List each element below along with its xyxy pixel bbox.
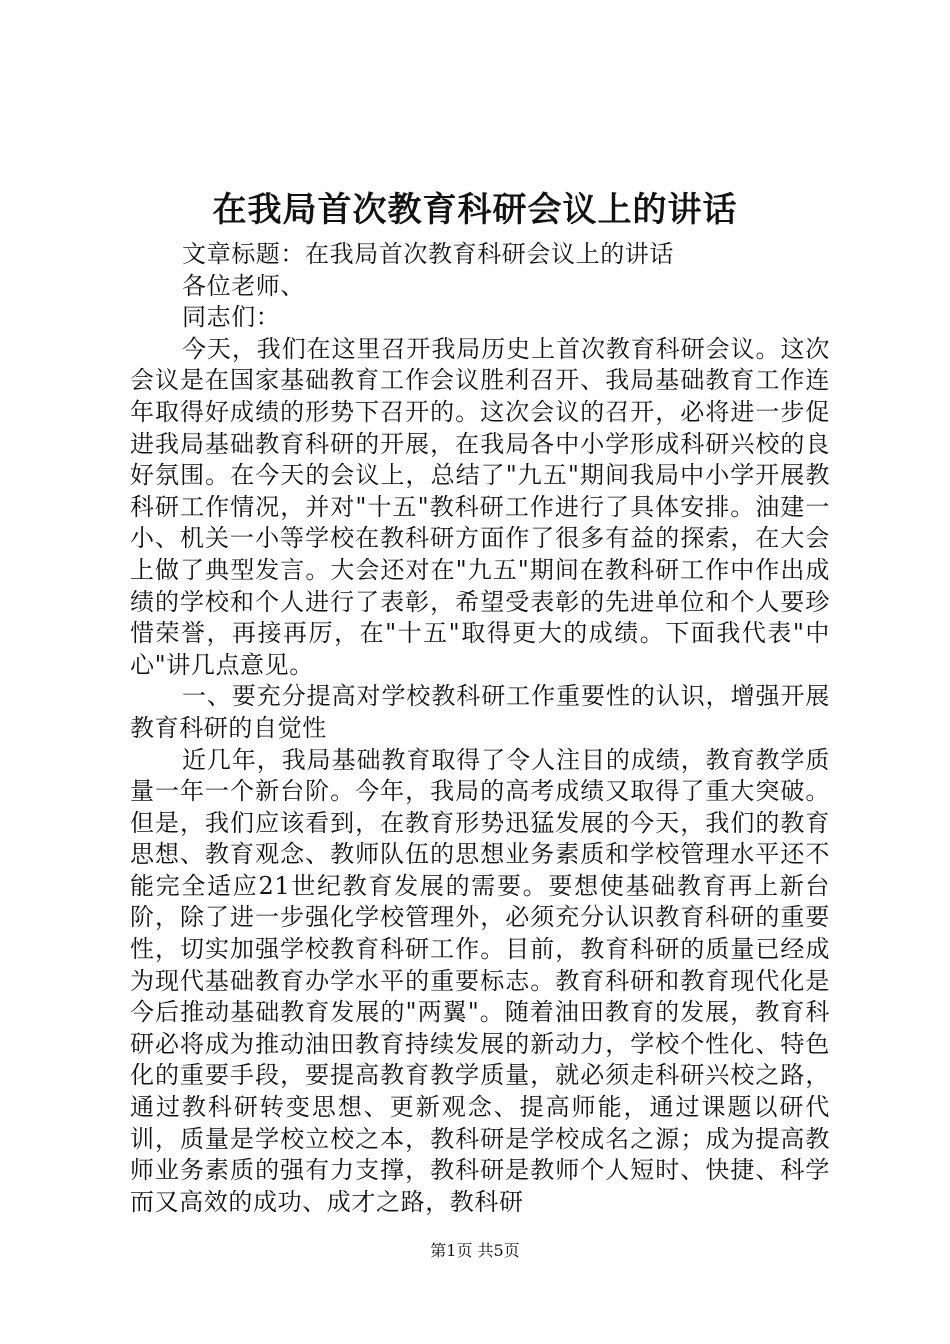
paragraph-section-1-body: 近几年，我局基础教育取得了令人注目的成绩，教育教学质量一年一个新台阶。今年，我局的高考成绩又取得了重大突破。但是，我们应该看到，在教育形势迅猛发展的今天，我们的教育思想、教育观念、教师队伍的思想业务素质和学校管理水平还不能完全适应21世纪教育发展的需要。要想使基础教育再上新台阶，除了进一步强化学校管理外，必须充分认识教育科研的重要性，切实加强学校教育科研工作。目前，教育科研的质量已经成为现代基础教育办学水平的重要标志。教育科研和教育现代化是今后推动基础教育发展的"两翼"。随着油田教育的发展，教育科研必将成为推动油田教育持续发展的新动力，学校个性化、特色化的重要手段，要提高教育教学质量，就必须走科研兴校之路，通过教科研转变思想、更新观念、提高师能，通过课题以研代训，质量是学校立校之本，教科研是学校成名之源；成为提高教师业务素质的强有力支撑，教科研是教师个人短时、快捷、科学而又高效的成功、成才之路，教科研 xyxy=(130,745,830,1216)
paragraph-salutation-teachers: 各位老师、 xyxy=(182,271,305,300)
document-body xyxy=(130,239,830,1218)
section-heading-1: 一、要充分提高对学校教科研工作重要性的认识，增强开展教育科研的自觉性 xyxy=(130,682,830,742)
paragraph-article-title: 文章标题：在我局首次教育科研会议上的讲话 xyxy=(182,240,674,268)
paragraph-opening: 今天，我们在这里召开我局历史上首次教育科研会议。这次会议是在国家基础教育工作会议胜利召开、我局基础教育工作连年取得好成绩的形势下召开的。这次会议的召开，必将进一步促进我局基础教育科研的开展，在我局各中小学形成科研兴校的良好氛围。在今天的会议上，总结了"九五"期间我局中小学开展教科研工作情况，并对"十五"教科研工作进行了具体安排。油建一小、机关一小等学校在教科研方面作了很多有益的探索，在大会上做了典型发言。大会还对在"九五"期间在教科研工作中作出成绩的学校和个人进行了表彰，希望受表彰的先进单位和个人要珍惜荣誉，再接再厉，在"十五"取得更大的成绩。下面我代表"中心"讲几点意见。 xyxy=(130,334,830,679)
paragraph-salutation-comrades: 同志们： xyxy=(182,303,281,332)
document-title: 在我局首次教育科研会议上的讲话 xyxy=(212,190,738,230)
page-number-footer: 第1页 共5页 xyxy=(430,1241,520,1260)
